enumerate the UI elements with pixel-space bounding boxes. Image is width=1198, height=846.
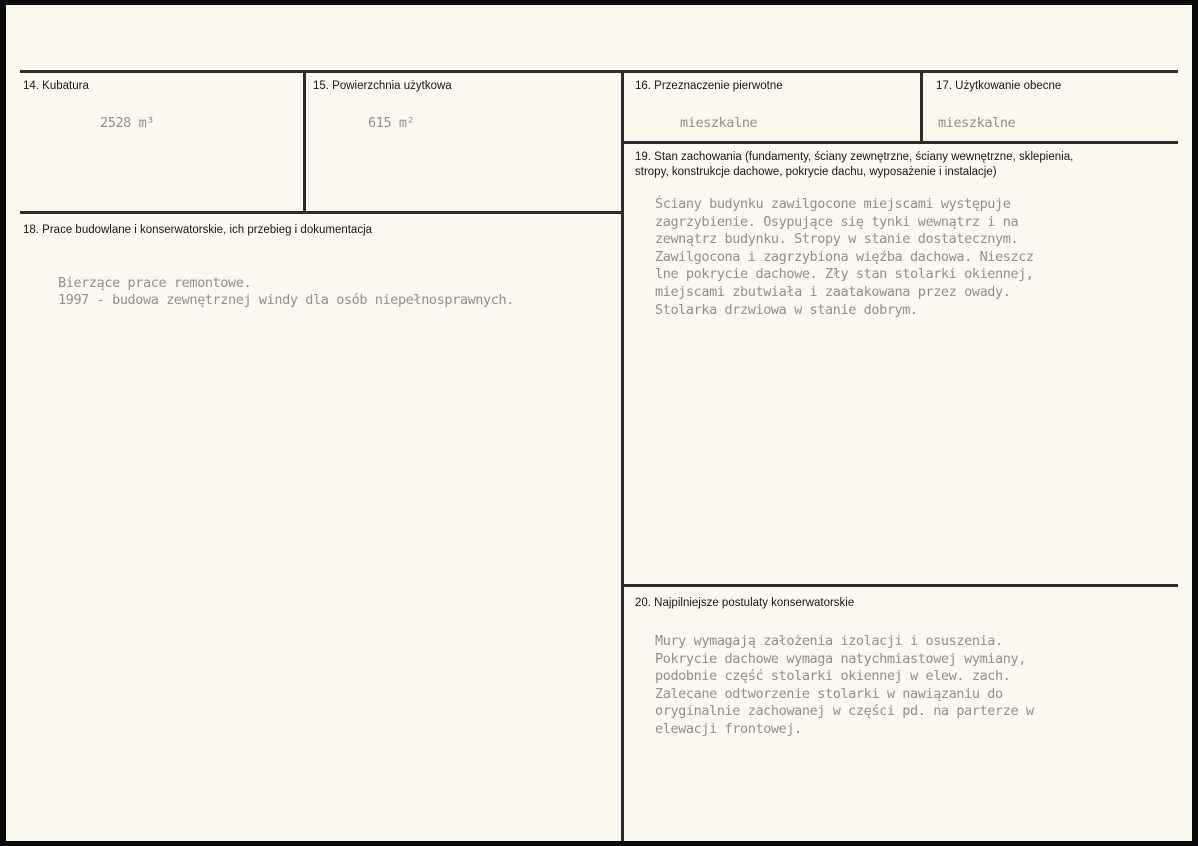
field-15-value: 615 m² [368,115,415,131]
record-card [6,5,1192,841]
rule-under-14-15 [20,211,623,214]
field-19-line: Zawilgocona i zagrzybiona więźba dachowa. Nieszcz [655,248,1034,265]
field-19-line: zagrzybienie. Osypujące się tynki wewnątrz i na [655,213,1019,230]
divider-15-16 [621,71,624,841]
field-18-line: 1997 - budowa zewnętrznej windy dla osób niepełnosprawnych. [58,292,514,308]
field-20-line: Pokrycie dachowe wymaga natychmiastowej wymiany, [655,650,1026,667]
field-19-line: lne pokrycie dachowe. Zły stan stolarki okiennej, [655,266,1034,283]
field-17-value: mieszkalne [938,115,1016,131]
field-15-label: 15. Powierzchnia użytkowa [313,80,452,92]
field-20-line: oryginalnie zachowanej w części pd. na parterze w [655,703,1034,720]
rule-under-16-17 [622,141,1178,144]
field-20-line: elewacji frontowej. [655,720,802,737]
field-19-line: zewnątrz budynku. Stropy w stanie dostatecznym. [655,231,1019,248]
field-19-text [655,196,1034,319]
top-rule [20,70,1178,73]
field-20-line: podobnie część stolarki okiennej w elew. zach. [655,668,1011,685]
field-19-label-line: 19. Stan zachowania (fundamenty, ściany zewnętrzne, ściany wewnętrzne, sklepienia, [635,151,1074,163]
field-18-text [58,275,514,309]
field-19-label [635,150,1180,180]
field-19-line: Ściany budynku zawilgocone miejscami występuje [655,196,1011,212]
field-20-text [655,633,1034,739]
field-19-label-line: stropy, konstrukcje dachowe, pokrycie dachu, wyposażenie i instalacje) [635,166,997,178]
divider-14-15 [303,71,306,212]
field-18-label: 18. Prace budowlane i konserwatorskie, ich przebieg i dokumentacja [23,224,373,236]
field-20-label: 20. Najpilniejsze postulaty konserwatorskie [635,597,855,609]
field-14-value: 2528 m³ [100,115,155,131]
field-20-line: Mury wymagają założenia izolacji i osuszenia. [655,633,1003,649]
field-17-label: 17. Użytkowanie obecne [936,80,1062,92]
field-20-line: Zalecane odtworzenie stolarki w nawiązaniu do [655,685,1003,702]
field-14-label: 14. Kubatura [23,80,89,92]
field-18-line: Bierzące prace remontowe. [58,275,252,291]
rule-under-19 [622,584,1178,587]
divider-16-17 [920,71,923,143]
field-19-line: Stolarka drzwiowa w stanie dobrym. [655,301,918,318]
field-16-value: mieszkalne [680,115,758,131]
field-19-line: miejscami zbutwiała i zaatakowana przez owady. [655,283,1011,300]
field-16-label: 16. Przeznaczenie pierwotne [635,80,783,92]
